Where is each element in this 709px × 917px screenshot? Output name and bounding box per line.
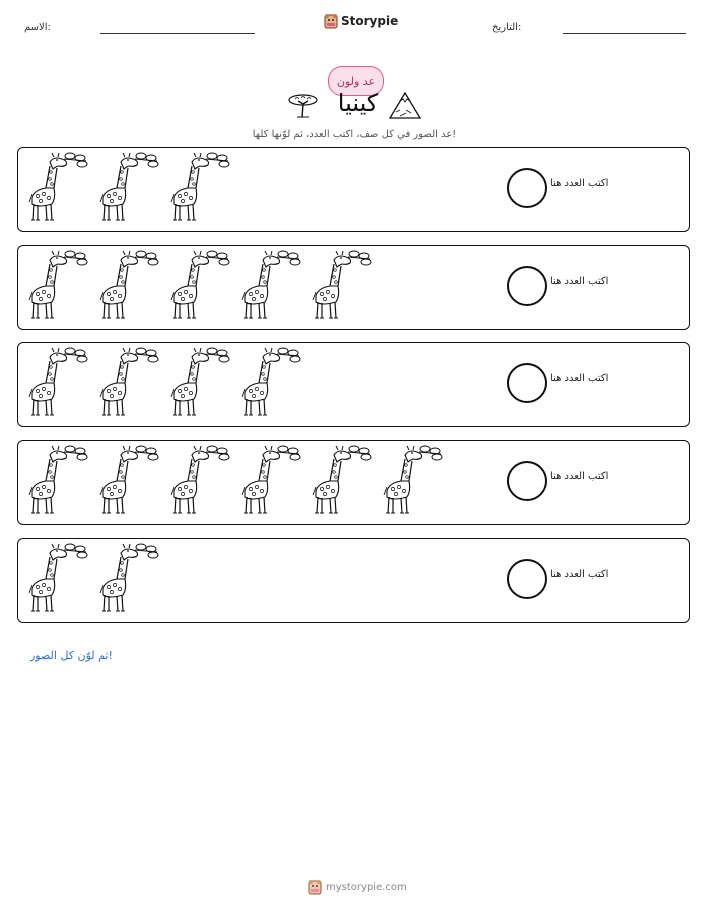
giraffe-group [26,250,373,324]
brand-header [324,13,398,29]
count-row [17,538,690,623]
giraffe-group [26,445,444,519]
giraffe-icon [26,543,89,613]
date-label: التاريخ: [492,22,522,33]
acacia-tree-icon [287,93,319,119]
giraffe-icon [168,347,231,417]
footer-brand [308,879,407,895]
write-number-label: اكتب العدد هنا [550,178,609,189]
date-line[interactable] [563,33,686,34]
write-number-label: اكتب العدد هنا [550,569,609,580]
giraffe-icon [168,250,231,320]
count-row [17,245,690,330]
brand-name: Storypie [341,14,399,28]
write-number-label: اكتب العدد هنا [550,373,609,384]
count-row [17,342,690,427]
count-row [17,147,690,232]
name-line[interactable] [100,33,255,34]
answer-circle[interactable] [507,266,547,306]
giraffe-icon [97,347,160,417]
giraffe-icon [239,250,302,320]
bear-logo-icon [308,879,322,895]
write-number-label: اكتب العدد هنا [550,276,609,287]
giraffe-icon [26,152,89,222]
giraffe-group [26,543,160,617]
giraffe-icon [97,250,160,320]
giraffe-icon [381,445,444,515]
mountain-icon [388,90,422,120]
giraffe-icon [310,250,373,320]
activity-badge: عد ولون [328,66,384,96]
answer-circle[interactable] [507,363,547,403]
count-row [17,440,690,525]
giraffe-icon [97,445,160,515]
giraffe-icon [168,445,231,515]
giraffe-icon [26,250,89,320]
giraffe-icon [26,347,89,417]
giraffe-icon [168,152,231,222]
giraffe-group [26,152,231,226]
bear-logo-icon [324,13,338,29]
answer-circle[interactable] [507,168,547,208]
giraffe-group [26,347,302,421]
name-label: الاسم: [24,22,51,33]
giraffe-icon [239,347,302,417]
footer-note: ثم لوّن كل الصور! [30,649,113,662]
page-title: كينيا [337,89,379,117]
footer-brand-text: mystorypie.com [326,881,407,893]
answer-circle[interactable] [507,461,547,501]
answer-circle[interactable] [507,559,547,599]
giraffe-icon [97,543,160,613]
write-number-label: اكتب العدد هنا [550,471,609,482]
giraffe-icon [97,152,160,222]
instructions: عد الصور في كل صف، اكتب العدد، ثم لوّنها كلها! [252,129,457,140]
giraffe-icon [26,445,89,515]
giraffe-icon [239,445,302,515]
giraffe-icon [310,445,373,515]
